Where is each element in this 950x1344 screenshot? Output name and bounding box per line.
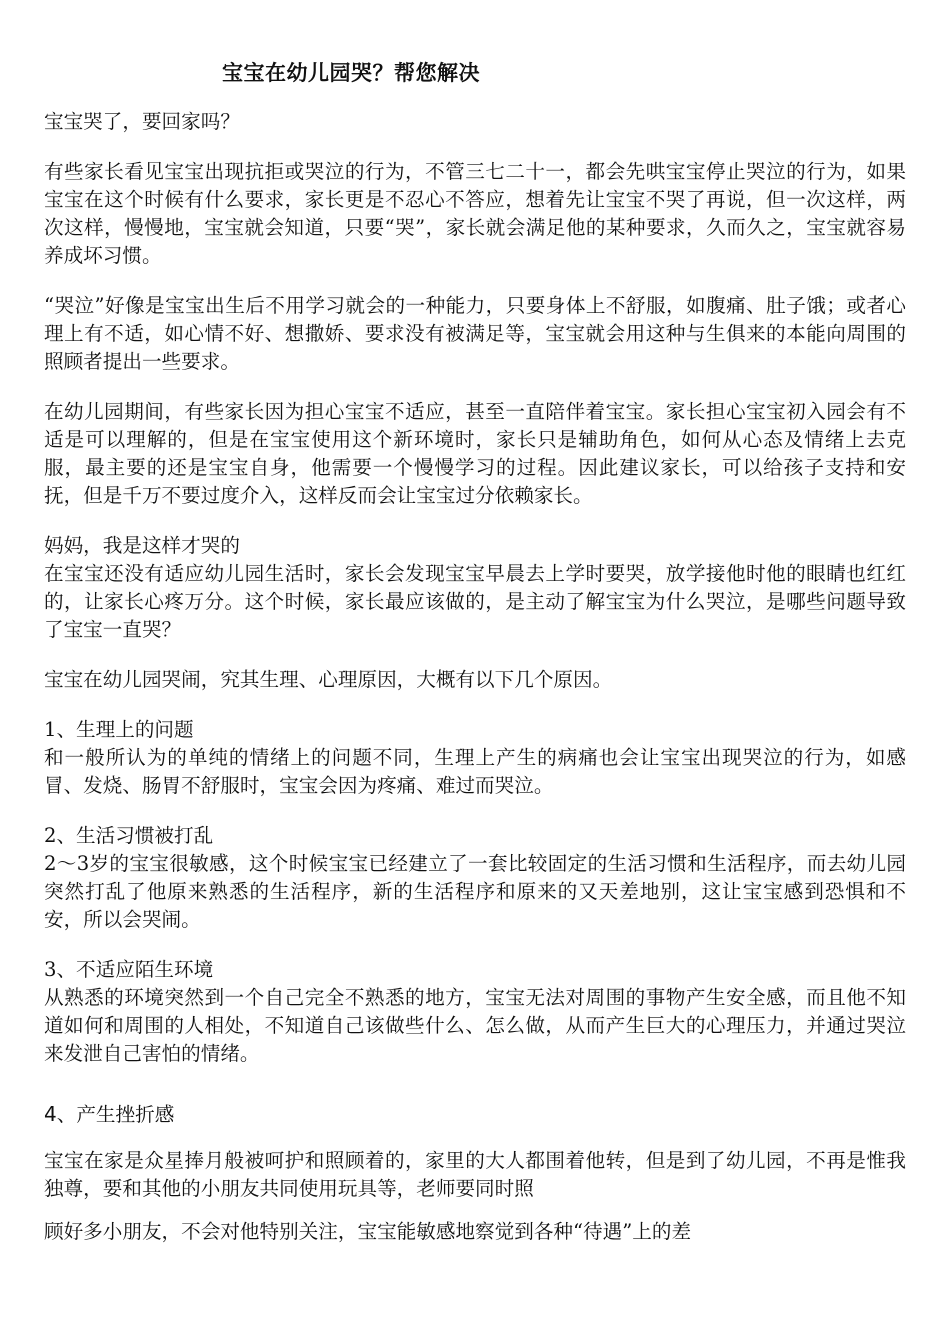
paragraph-4: 在宝宝还没有适应幼儿园生活时，家长会发现宝宝早晨去上学时要哭，放学接他时他的眼睛也红红的，让家长心疼万分。这个时候，家长最应该做的，是主动了解宝宝为什么哭泣，是哪些问题导致了宝宝一直哭？ [44, 562, 906, 641]
paragraph-2: “哭泣”好像是宝宝出生后不用学习就会的一种能力，只要身体上不舒服，如腹痛、肚子饿；或者心理上有不适，如心情不好、想撒娇、要求没有被满足等，宝宝就会用这种与生俱来的本能向周围的照顾者提出一些要求。 [44, 294, 906, 373]
paragraph-9-line-a: 宝宝在家是众星捧月般被呵护和照顾着的，家里的大人都围着他转，但是到了幼儿园，不再是惟我独尊，要和其他的小朋友共同使用玩具等，老师要同时照 [44, 1149, 906, 1200]
paragraph-8: 从熟悉的环境突然到一个自己完全不熟悉的地方，宝宝无法对周围的事物产生安全感，而且他不知道如何和周围的人相处，不知道自己该做些什么、怎么做，从而产生巨大的心理压力，并通过哭泣来发泄自己害怕的情绪。 [44, 986, 906, 1065]
section-heading-1: 1、生理上的问题 [44, 718, 194, 741]
paragraph-question: 宝宝哭了，要回家吗？ [44, 110, 240, 133]
paragraph-5: 宝宝在幼儿园哭闹，究其生理、心理原因，大概有以下几个原因。 [44, 668, 613, 691]
document-page [44, 58, 906, 1251]
section-heading-3: 3、不适应陌生环境 [44, 958, 214, 981]
section-heading-4-number: 4 [44, 1102, 57, 1126]
paragraph-9-line-b: 顾好多小朋友，不会对他特别关注，宝宝能敏感地察觉到各种“待遇”上的差 [44, 1220, 692, 1243]
paragraph-6: 和一般所认为的单纯的情绪上的问题不同，生理上产生的病痛也会让宝宝出现哭泣的行为，如感冒、发烧、肠胃不舒服时，宝宝会因为疼痛、难过而哭泣。 [44, 746, 906, 797]
paragraph-9 [44, 1147, 906, 1203]
paragraph-7: 2～3岁的宝宝很敏感，这个时候宝宝已经建立了一套比较固定的生活习惯和生活程序，而去幼儿园突然打乱了他原来熟悉的生活程序，新的生活程序和原来的又天差地别，这让宝宝感到恐惧和不安，所以会哭闹。 [44, 852, 906, 931]
paragraph-1: 有些家长看见宝宝出现抗拒或哭泣的行为，不管三七二十一，都会先哄宝宝停止哭泣的行为，如果宝宝在这个时候有什么要求，家长更是不忍心不答应，想着先让宝宝不哭了再说，但一次这样，两次这样，慢慢地，宝宝就会知道，只要“哭”，家长就会满足他的某种要求，久而久之，宝宝就容易养成坏习惯。 [44, 160, 906, 267]
section-heading-2: 2、生活习惯被打乱 [44, 824, 214, 847]
section-heading-4 [44, 1100, 906, 1129]
paragraph-9-continued [44, 1213, 906, 1251]
paragraph-3: 在幼儿园期间，有些家长因为担心宝宝不适应，甚至一直陪伴着宝宝。家长担心宝宝初入园会有不适是可以理解的，但是在宝宝使用这个新环境时，家长只是辅助角色，如何从心态及情绪上去克服，最主要的还是宝宝自身，他需要一个慢慢学习的过程。因此建议家长，可以给孩子支持和安抚，但是千万不要过度介入，这样反而会让宝宝过分依赖家长。 [44, 400, 906, 507]
section-heading-4-text: 、产生挫折感 [56, 1103, 175, 1126]
document-title: 宝宝在幼儿园哭？帮您解决 [222, 61, 480, 85]
section-heading-mom: 妈妈，我是这样才哭的 [44, 534, 240, 557]
